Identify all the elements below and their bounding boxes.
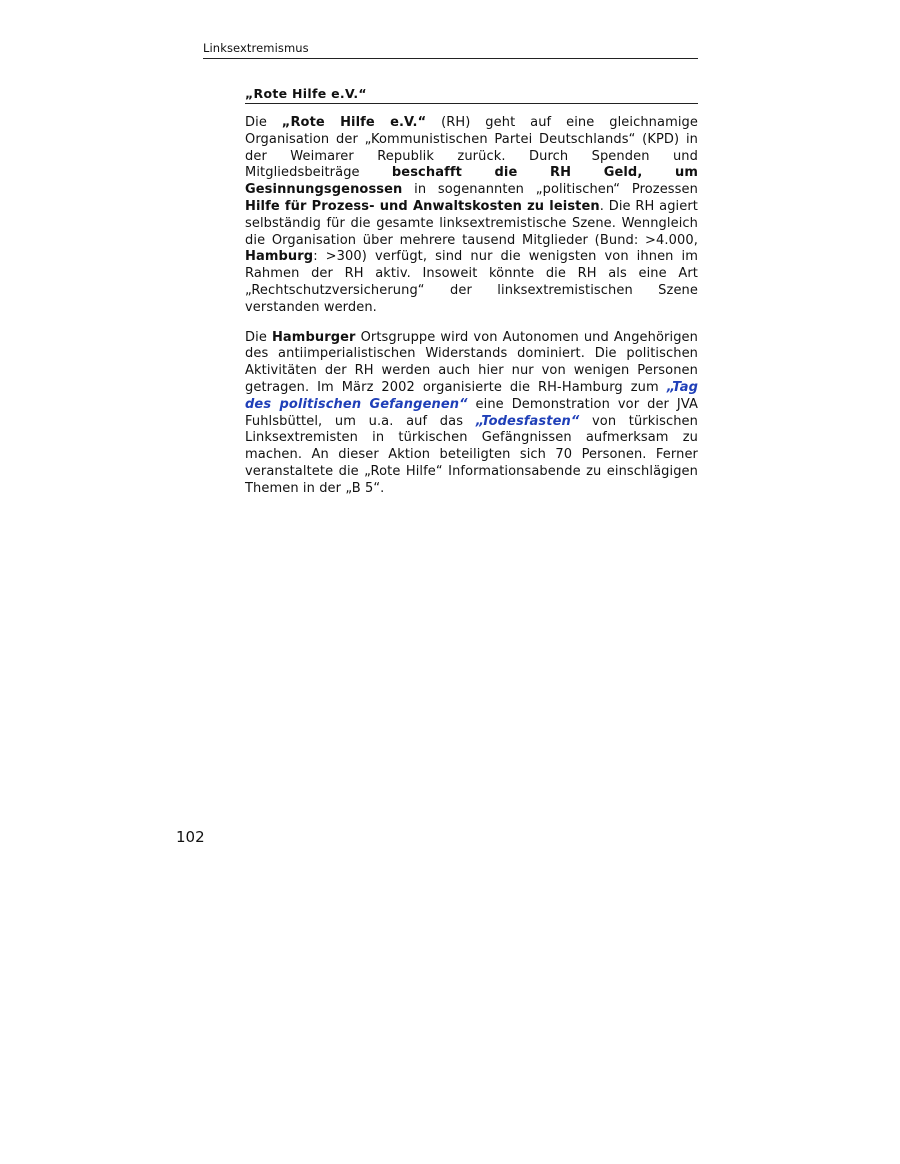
text-run: : >300) verfügt, sind nur die wenigsten von ihnen im Rahmen der RH aktiv. Insoweit könnte die RH als eine Art „Rechtschutzversicherung“ der linksextremistischen Szene verstanden werden. [245,249,698,315]
bold-place: Hamburger [271,329,356,345]
text-run: Die [245,115,282,130]
bold-phrase: Hilfe für Prozess- und Anwaltskosten zu leisten [245,198,600,214]
running-header [203,41,698,59]
link-tag-des-politischen-gefangenen[interactable]: „Tag des politischen Gefangenen“ [245,379,698,412]
bold-org-name: „Rote Hilfe e.V.“ [281,115,427,130]
section-title: „Rote Hilfe e.V.“ [245,86,698,104]
bold-place: Hamburg [245,249,314,265]
bold-phrase: beschafft die RH Geld, um Gesinnungsgenossen [245,165,698,198]
text-run: in sogenannten „politischen“ Prozessen [402,182,698,198]
paragraph-hamburg [245,330,698,498]
text-run: eine Demonstration vor der JVA Fuhlsbüttel, um u.a. auf das [245,396,698,429]
text-run: Die [245,329,272,345]
text-run: . Die RH agiert selbständig für die gesamte linksextremistische Szene. Wenngleich die Organisation über mehrere tausend Mitglieder (Bund: >4.000, [245,198,698,248]
text-run: von türkischen Linksextremisten in türkischen Gefängnissen aufmerksam zu machen. An dieser Aktion beteiligten sich 70 Personen. Ferner veranstaltete die „Rote Hilfe“ Informationsabende zu einschlägigen Themen in der „B 5“. [245,413,698,496]
paragraph-intro [245,115,698,317]
text-run: (RH) geht auf eine gleichnamige Organisation der „Kommunistischen Partei Deutschlands“ (KPD) in der Weimarer Republik zurück. Durch Spenden und Mitgliedsbeiträge [245,115,699,181]
page-number: 102 [176,828,205,846]
text-run: Ortsgruppe wird von Autonomen und Angehörigen des antiimperialistischen Widerstands dominiert. Die politischen Aktivitäten der RH werden auch hier nur von wenigen Personen getragen. Im März 2002 organisierte die RH-Hamburg zum [245,329,698,395]
running-header-title: Linksextremismus [203,41,309,55]
link-todesfasten[interactable]: „Todesfasten“ [475,413,580,429]
main-content [245,86,698,498]
